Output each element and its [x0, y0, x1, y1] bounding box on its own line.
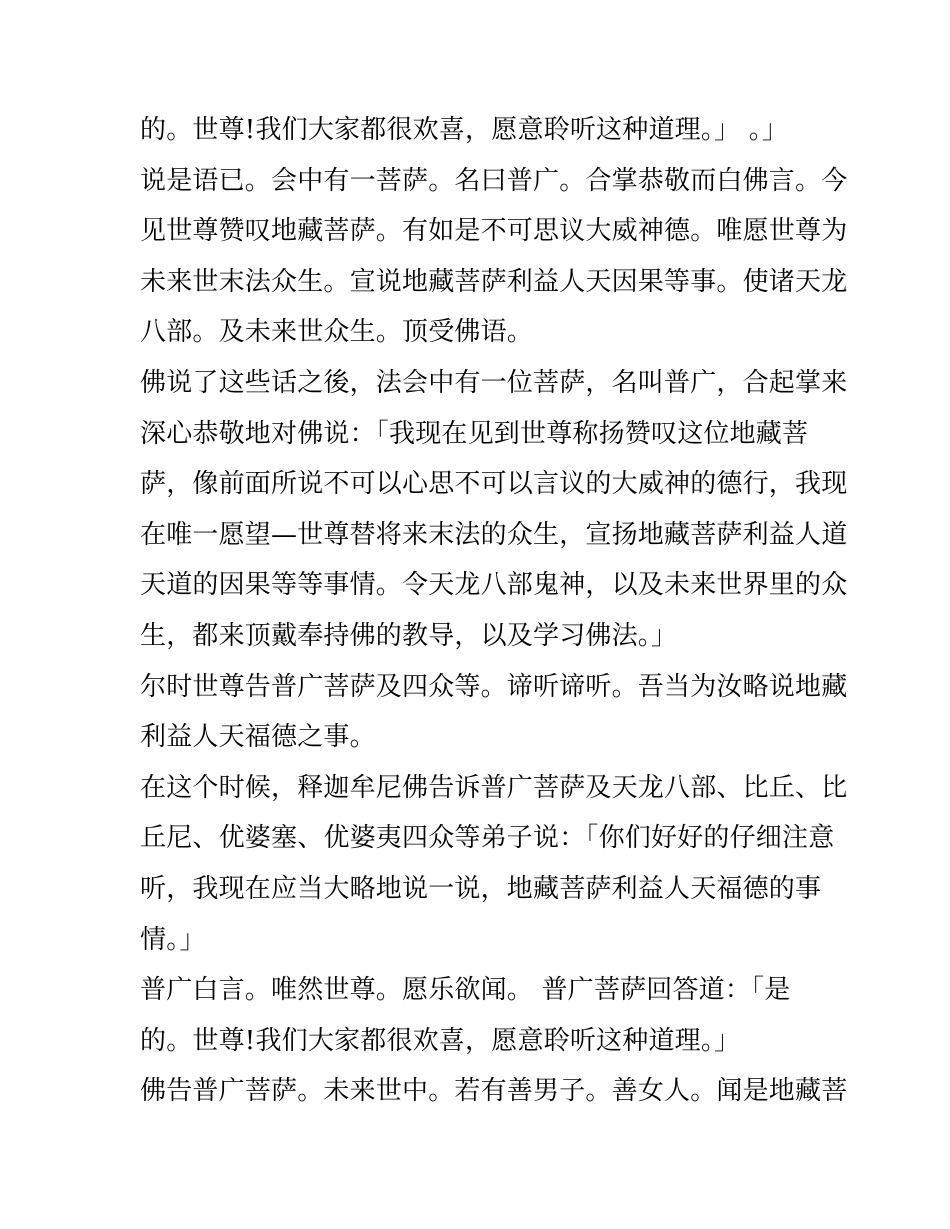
text-line: 在这个时候，释迦牟尼佛告诉普广菩萨及天龙八部、比丘、比 [140, 772, 848, 803]
text-line: 情。」 [140, 924, 206, 955]
text-line: 深心恭敬地对佛说：「我现在见到世尊称扬赞叹这位地藏菩 [140, 418, 809, 449]
text-line: 说是语已。会中有一菩萨。名曰普广。合掌恭敬而白佛言。今 [140, 165, 848, 196]
text-line: 见世尊赞叹地藏菩萨。有如是不可思议大威神德。唯愿世尊为 [140, 216, 848, 247]
text-line: 利益人天福德之事。 [140, 722, 376, 753]
text-line: 佛告普广菩萨。未来世中。若有善男子。善女人。闻是地藏菩 [140, 1076, 848, 1107]
text-line: 未来世末法众生。宣说地藏菩萨利益人天因果等事。使诸天龙 [140, 266, 848, 297]
document-body [140, 105, 848, 1117]
text-line: 佛说了这些话之後，法会中有一位菩萨，名叫普广，合起掌来 [140, 367, 848, 398]
text-line: 听，我现在应当大略地说一说，地藏菩萨利益人天福德的事 [140, 873, 822, 904]
text-line: 尔时世尊告普广菩萨及四众等。谛听谛听。吾当为汝略说地藏 [140, 671, 848, 702]
text-line: 生，都来顶戴奉持佛的教导，以及学习佛法。」 [140, 620, 678, 651]
text-line: 在唯一愿望—世尊替将来末法的众生，宣扬地藏菩萨利益人道 [140, 519, 848, 550]
text-line: 萨，像前面所说不可以心思不可以言议的大威神的德行，我现 [140, 469, 848, 500]
text-line: 八部。及未来世众生。顶受佛语。 [140, 317, 534, 348]
text-line: 天道的因果等等事情。令天龙八部鬼神，以及未来世界里的众 [140, 570, 848, 601]
text-line: 丘尼、优婆塞、优婆夷四众等弟子说：「你们好好的仔细注意 [140, 823, 835, 854]
text-line: 的。世尊!我们大家都很欢喜，愿意聆听这种道理。」 [140, 1025, 741, 1056]
text-line: 的。世尊!我们大家都很欢喜，愿意聆听这种道理。」 。」 [140, 115, 789, 145]
text-line: 普广白言。唯然世尊。愿乐欲闻。 普广菩萨回答道：「是 [140, 975, 791, 1006]
